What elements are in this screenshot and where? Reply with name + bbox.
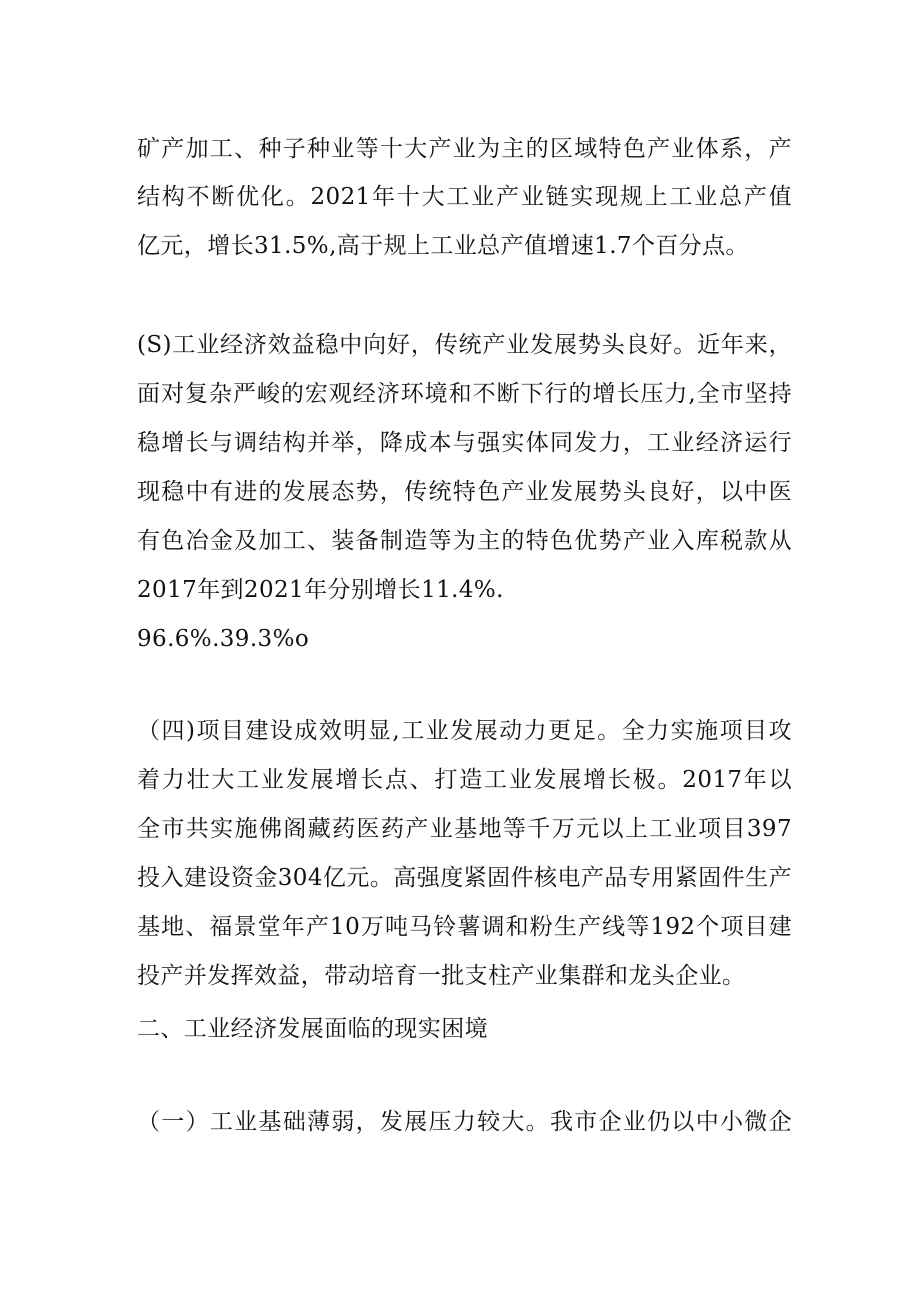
paragraph-2-line-6: 2017年到2021年分别增长11.4%.	[137, 577, 504, 603]
paragraph-2-line-7: 96.6%.39.3%o	[137, 626, 310, 652]
paragraph-3-line-3: 全市共实施佛阁藏药医药产业基地等千万元以上工业项目397	[137, 816, 792, 842]
paragraph-2-line-3: 稳增长与调结构并举，降成本与强实体同发力，工业经济运行	[137, 430, 792, 456]
paragraph-4-line-1: （一）工业基础薄弱，发展压力较大。我市企业仍以中小微企	[137, 1109, 792, 1135]
paragraph-2-line-5: 有色冶金及加工、装备制造等为主的特色优势产业入库税款从	[137, 528, 792, 554]
section-heading: 二、工业经济发展面临的现实困境	[137, 1016, 488, 1042]
paragraph-1-line-1: 矿产加工、种子种业等十大产业为主的区域特色产业体系，产	[137, 136, 792, 162]
paragraph-1-line-2: 结构不断优化。2021年十大工业产业链实现规上工业总产值	[137, 184, 792, 210]
paragraph-2-line-1: (S)工业经济效益稳中向好，传统产业发展势头良好。近年来，	[137, 332, 792, 358]
paragraph-2-line-2: 面对复杂严峻的宏观经济环境和不断下行的增长压力,全市坚持	[137, 381, 792, 407]
paragraph-2-line-4: 现稳中有进的发展态势，传统特色产业发展势头良好，以中医	[137, 479, 792, 505]
paragraph-3-line-1: （四)项目建设成效明显,工业发展动力更足。全力实施项目攻	[137, 718, 792, 744]
paragraph-1-line-3: 亿元，增长31.5%,高于规上工业总产值增速1.7个百分点。	[137, 233, 749, 259]
paragraph-3-line-5: 基地、福景堂年产10万吨马铃薯调和粉生产线等192个项目建	[137, 914, 792, 940]
paragraph-3-line-6: 投产并发挥效益，带动培育一批支柱产业集群和龙头企业。	[137, 963, 746, 989]
paragraph-3-line-2: 着力壮大工业发展增长点、打造工业发展增长极。2017年以	[137, 767, 792, 793]
paragraph-3-line-4: 投入建设资金304亿元。高强度紧固件核电产品专用紧固件生产	[137, 865, 792, 891]
